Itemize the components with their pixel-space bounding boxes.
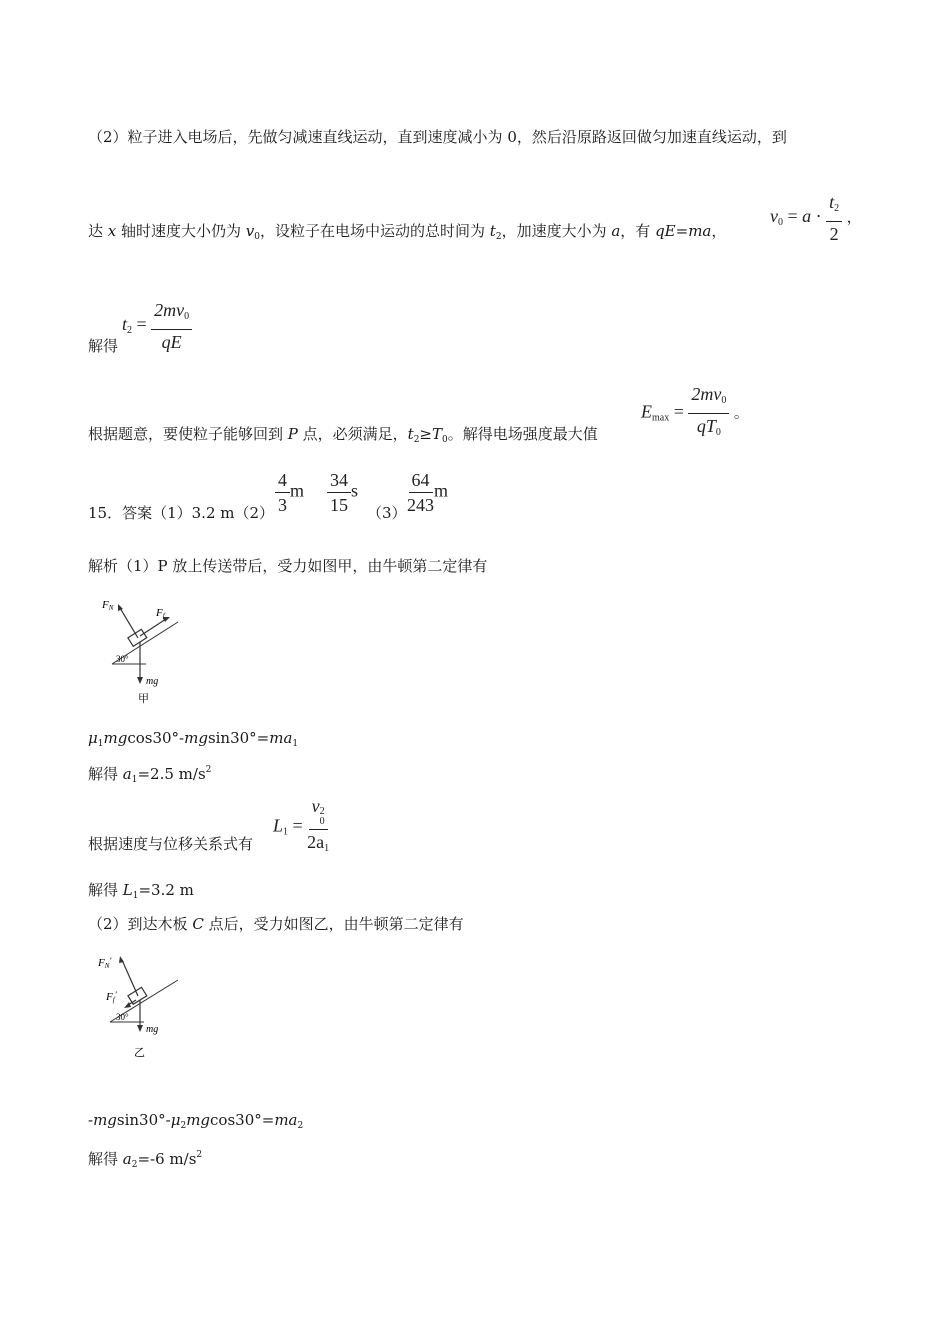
var-mg: mg	[184, 729, 208, 747]
label-FN: FN	[102, 599, 114, 612]
subscript: 1	[97, 739, 104, 749]
subscript: 2	[127, 325, 133, 337]
answer-fraction-1	[275, 470, 304, 515]
num: 2mv	[691, 384, 722, 404]
equation-line	[88, 1110, 303, 1136]
answer-fraction-3	[407, 470, 448, 515]
fraction	[275, 470, 290, 515]
subscript: 2	[834, 203, 840, 214]
text: 解析（1）P 放上传送带后，受力如图甲，由牛顿第二定律有	[88, 557, 488, 575]
text: 解得	[88, 337, 119, 355]
formula-t2	[122, 300, 192, 352]
den: 2a	[307, 832, 325, 852]
figure-caption: 甲	[138, 693, 149, 705]
fraction	[307, 796, 329, 859]
formula-lhs: v	[770, 206, 778, 227]
formula-emax	[641, 384, 749, 443]
paragraph-line	[88, 834, 253, 854]
subscript: 2	[413, 435, 420, 445]
var-mu: μ	[170, 1111, 181, 1129]
var-mg: mg	[103, 729, 128, 747]
comma: ，	[846, 210, 862, 227]
subscript: max	[652, 412, 670, 424]
superscript: 2	[319, 806, 325, 817]
var-L: L	[122, 881, 133, 899]
answer-prefix: 15．答案（1）3.2 m（2）	[88, 504, 275, 522]
paragraph-line	[88, 914, 464, 934]
text: ，有	[620, 222, 656, 240]
period: 。	[733, 405, 749, 422]
var-ma: ma	[274, 1111, 298, 1129]
label-mg: mg	[146, 676, 159, 687]
unit: s	[351, 480, 359, 501]
numerator: 4	[275, 470, 290, 493]
equals: =	[787, 206, 798, 227]
subscript: 2	[131, 1160, 138, 1170]
var-T: T	[432, 425, 443, 443]
text: ，加速度大小为	[501, 222, 612, 240]
var-v: v	[245, 222, 255, 240]
text: 根据速度与位移关系式有	[88, 835, 254, 853]
subscript: 1	[324, 843, 330, 854]
subscript: 2	[495, 232, 502, 242]
numerator	[688, 384, 729, 414]
label-angle: 30°	[116, 1012, 129, 1022]
answer-line	[88, 503, 274, 523]
text: =-6 m/s	[137, 1150, 197, 1168]
formula-v0	[770, 192, 862, 244]
denominator	[697, 414, 721, 443]
subscript: 2	[180, 1121, 187, 1131]
paragraph-line	[88, 127, 787, 147]
force-diagram-jia	[98, 596, 190, 708]
denominator: 15	[330, 495, 348, 515]
numerator: 34	[327, 470, 351, 493]
var-mg: mg	[93, 1111, 117, 1129]
dot: ·	[815, 206, 822, 227]
label-angle: 30°	[116, 654, 129, 664]
unit: m	[434, 480, 449, 501]
paragraph-line	[88, 424, 598, 450]
solution-line	[88, 760, 211, 790]
var-a: a	[802, 206, 812, 227]
denominator: 3	[278, 495, 287, 515]
subscript: 1	[131, 775, 138, 785]
paragraph-line	[88, 221, 726, 247]
fraction	[151, 300, 192, 352]
text: 根据题意，要使粒子能够回到	[88, 425, 288, 443]
force-diagram-yi	[96, 952, 188, 1064]
num: 2mv	[154, 300, 185, 320]
unit: m	[290, 480, 305, 501]
label-mg: mg	[146, 1024, 159, 1035]
subscript: 2	[297, 1121, 304, 1131]
fraction	[826, 192, 842, 244]
subscript: 0	[442, 435, 448, 445]
text: cos30°-	[127, 729, 185, 747]
var-a: a	[122, 1150, 132, 1168]
text: =2.5 m/s	[137, 765, 206, 783]
formula-lhs: t	[122, 314, 128, 335]
symbol: ≥	[419, 425, 432, 443]
text: 。解得电场强度最大值	[447, 425, 598, 443]
answer-fraction-2	[327, 470, 358, 515]
label-FN-prime: FN′	[98, 956, 112, 970]
solution-line	[88, 880, 194, 906]
text: ，设粒子在电场中运动的总时间为	[260, 222, 490, 240]
var-t: t	[407, 425, 414, 443]
denominator	[307, 830, 329, 859]
var-t: t	[489, 222, 496, 240]
numerator	[309, 796, 328, 830]
denominator: qE	[161, 332, 182, 352]
var-C: C	[192, 915, 204, 933]
denominator: 243	[407, 495, 434, 515]
figure-caption: 乙	[134, 1047, 145, 1059]
subscript: 1	[292, 739, 299, 749]
denominator: 2	[829, 224, 839, 244]
superscript: 2	[205, 765, 212, 775]
text: 达	[88, 222, 108, 240]
equation: qE=ma	[655, 222, 712, 240]
var-x: x	[107, 222, 117, 240]
text: 点，必须满足，	[297, 425, 408, 443]
subscript: 1	[132, 891, 139, 901]
label-Ff-prime: Ff′	[106, 990, 117, 1004]
var-ma: ma	[269, 729, 293, 747]
text: ，	[711, 222, 727, 240]
var-mg: mg	[186, 1111, 211, 1129]
var-a: a	[611, 222, 621, 240]
var-mu: μ	[88, 729, 98, 747]
fraction	[688, 384, 729, 443]
text: sin30°-	[116, 1111, 171, 1129]
var-a: a	[122, 765, 132, 783]
formula-lhs: L	[273, 815, 284, 836]
equation-line	[88, 728, 298, 754]
numerator	[826, 192, 842, 222]
analysis-line	[88, 556, 487, 576]
fraction	[327, 470, 351, 515]
text: （2）到达木板	[88, 915, 193, 933]
subscript: 0	[319, 816, 325, 827]
text: （3）	[367, 504, 407, 522]
num-t: t	[829, 192, 835, 212]
equals: =	[292, 815, 303, 836]
var-P: P	[287, 425, 298, 443]
den: qT	[696, 416, 716, 436]
formula-L1	[273, 796, 329, 859]
num: v	[311, 796, 320, 816]
text: =3.2 m	[138, 881, 194, 899]
text: （2）粒子进入电场后，先做匀减速直线运动，直到速度减小为 0，然后沿原路返回做匀加速直线运动，到	[88, 128, 787, 146]
text: cos30°=	[210, 1111, 275, 1129]
formula-lhs: E	[641, 401, 652, 422]
subscript: 0	[778, 217, 783, 229]
superscript: 2	[196, 1150, 203, 1160]
text: 解得	[88, 765, 123, 783]
solution-line	[88, 1145, 202, 1175]
equals: =	[673, 401, 684, 422]
numerator: 64	[409, 470, 433, 493]
answer-mid	[367, 503, 407, 523]
numerator	[151, 300, 192, 330]
text: sin30°=	[207, 729, 270, 747]
subscript: 0	[721, 395, 727, 406]
solve-label	[88, 336, 118, 356]
text: 解得	[88, 881, 123, 899]
subscript: 0	[254, 232, 261, 242]
equals: =	[136, 314, 147, 335]
text: -	[88, 1111, 94, 1129]
subscript: 1	[283, 826, 289, 838]
text: 解得	[88, 1150, 123, 1168]
label-Ff: Ff	[156, 607, 165, 620]
text: 轴时速度大小仍为	[116, 222, 246, 240]
subscript: 0	[184, 311, 190, 322]
fraction	[407, 470, 434, 515]
subscript: 0	[715, 427, 721, 438]
text: 点后，受力如图乙，由牛顿第二定律有	[203, 915, 464, 933]
